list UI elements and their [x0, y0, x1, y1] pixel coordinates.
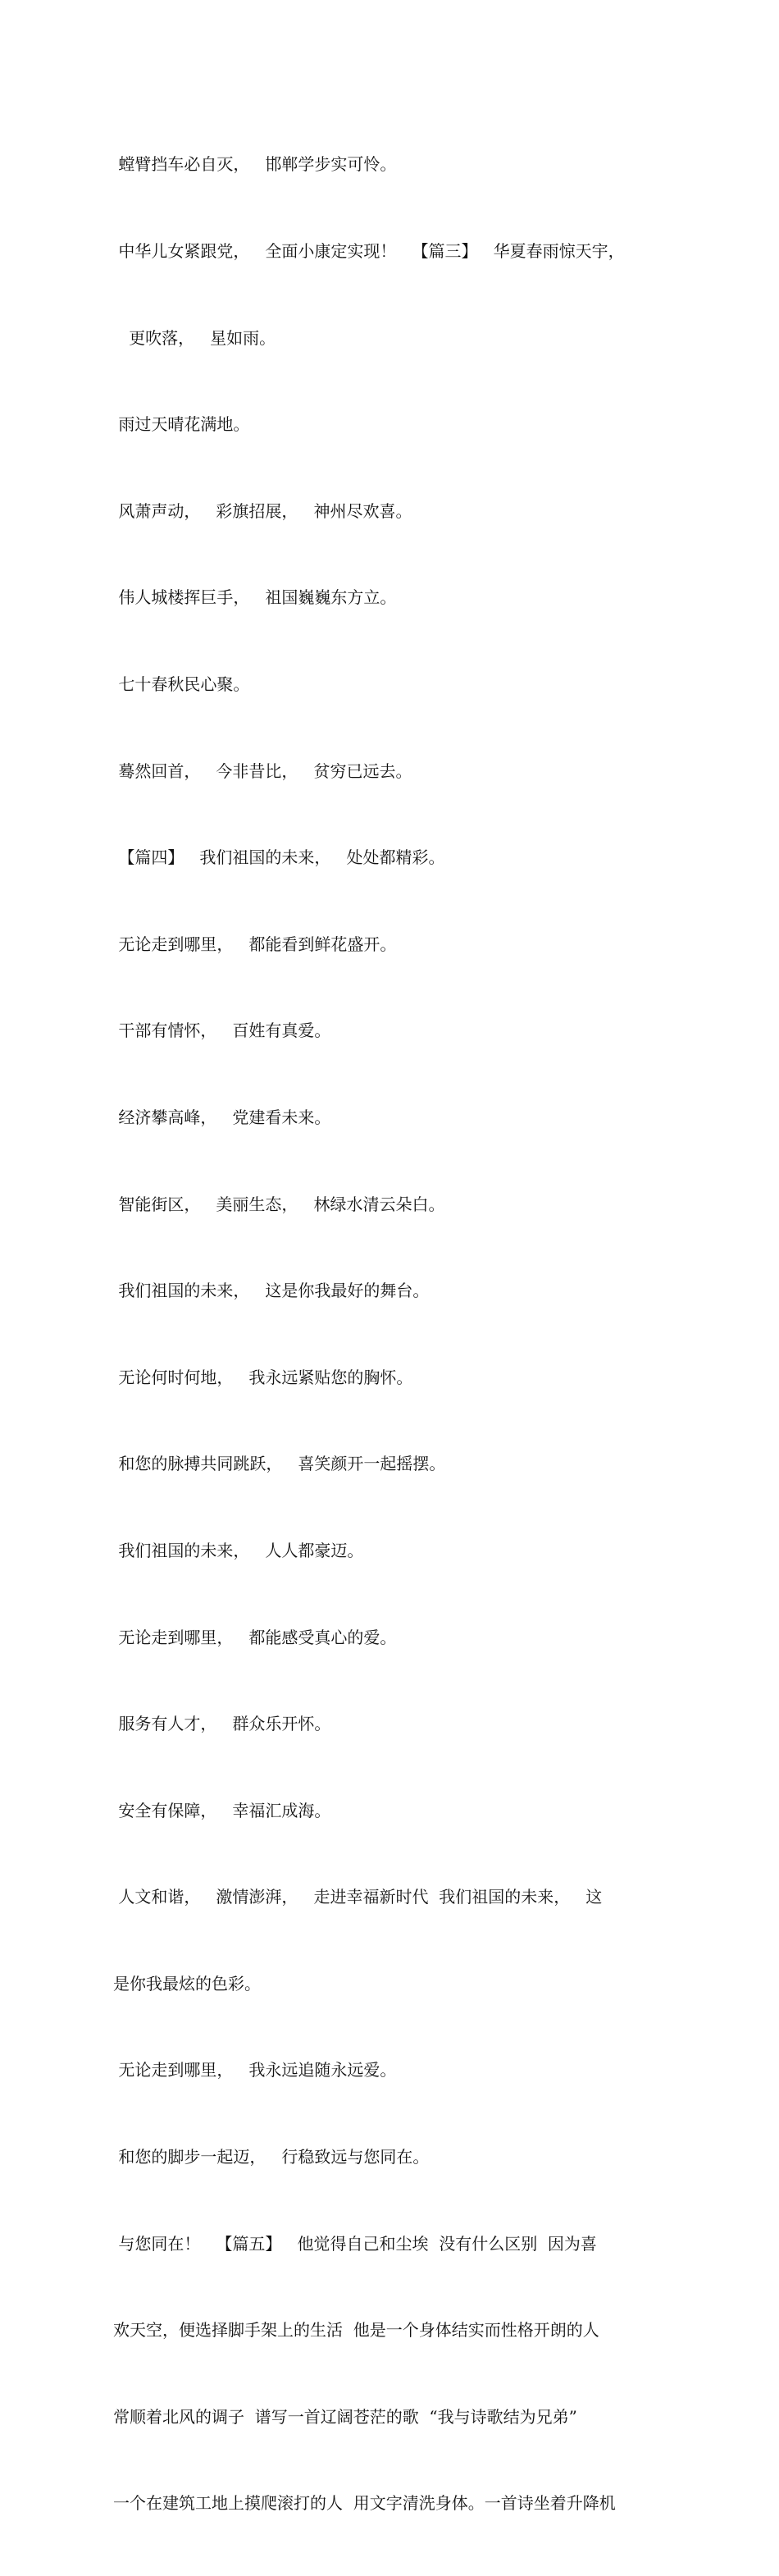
text-line: 无论走到哪里， 都能看到鲜花盛开。	[113, 934, 397, 954]
text-line: 【篇四】 我们祖国的未来， 处处都精彩。	[113, 847, 445, 868]
text-line: 更吹落， 星如雨。	[113, 327, 276, 348]
text-line: 智能街区， 美丽生态， 林绿水清云朵白。	[113, 1194, 445, 1214]
text-line: 蓦然回首， 今非昔比， 贫穷已远去。	[113, 760, 412, 781]
text-line: 我们祖国的未来， 人人都豪迈。	[113, 1540, 364, 1560]
text-line: 螳臂挡车必自灭， 邯郸学步实可怜。	[113, 154, 397, 175]
text-line: 伟人城楼挥巨手， 祖国巍巍东方立。	[113, 587, 397, 608]
text-line: 干部有情怀， 百姓有真爱。	[113, 1021, 331, 1041]
text-line: 无论走到哪里， 我永远追随永远爱。	[113, 2060, 397, 2080]
text-line: 与您同在！ 【篇五】 他觉得自己和尘埃 没有什么区别 因为喜	[113, 2233, 597, 2254]
text-line: 安全有保障， 幸福汇成海。	[113, 1800, 331, 1820]
text-line: 欢天空，便选择脚手架上的生活 他是一个身体结实而性格开朗的人	[113, 2320, 599, 2341]
text-line: 和您的脚步一起迈， 行稳致远与您同在。	[113, 2147, 430, 2167]
text-line: 是你我最炫的色彩。	[113, 1973, 261, 1994]
text-line: 一个在建筑工地上摸爬滚打的人 用文字清洗身体。一首诗坐着升降机	[113, 2493, 616, 2514]
text-line: 中华儿女紧跟党， 全面小康定实现！ 【篇三】 华夏春雨惊天宇，	[113, 241, 625, 261]
text-line: 七十春秋民心聚。	[113, 674, 250, 694]
text-line: 经济攀高峰， 党建看未来。	[113, 1107, 331, 1127]
text-line: 无论走到哪里， 都能感受真心的爱。	[113, 1627, 397, 1647]
text-line: 雨过天晴花满地。	[113, 414, 250, 435]
poem-text-body	[113, 93, 679, 2576]
text-line: 人文和谐， 激情澎湃， 走进幸福新时代 我们祖国的未来， 这	[113, 1887, 603, 1907]
text-line: 服务有人才， 群众乐开怀。	[113, 1714, 331, 1734]
text-line: 和您的脉搏共同跳跃， 喜笑颜开一起摇摆。	[113, 1454, 446, 1474]
text-line: 我们祖国的未来， 这是你我最好的舞台。	[113, 1281, 430, 1301]
text-line: 无论何时何地， 我永远紧贴您的胸怀。	[113, 1367, 413, 1387]
text-line: 风萧声动， 彩旗招展， 神州尽欢喜。	[113, 500, 412, 521]
text-line: 常顺着北风的调子 谱写一首辽阔苍茫的歌 “我与诗歌结为兄弟”	[113, 2406, 577, 2427]
